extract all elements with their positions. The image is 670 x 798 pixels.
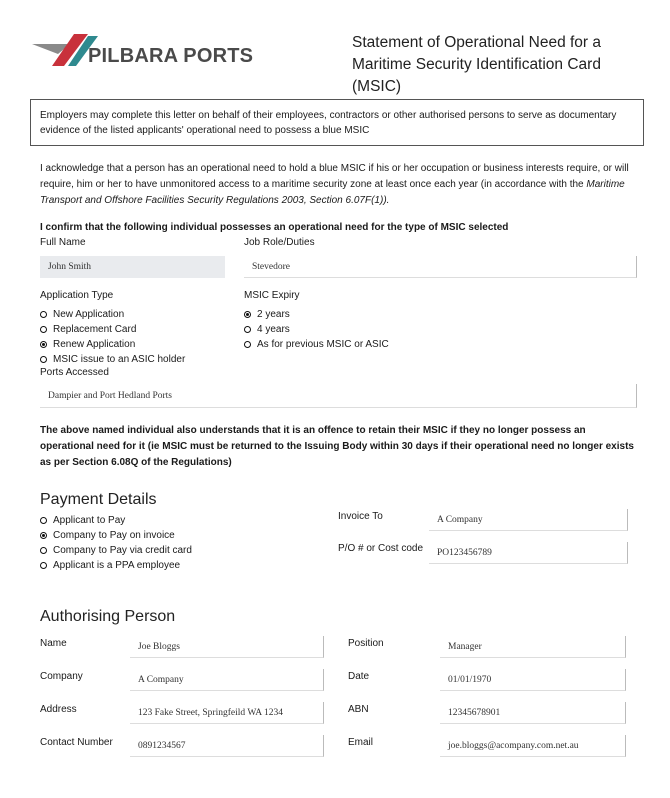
contact-number-label: Contact Number xyxy=(40,737,113,748)
title-line-2: Maritime Security Identification Card (MSIC) xyxy=(352,56,601,95)
page-title xyxy=(352,32,652,98)
radio-option-company-invoice[interactable] xyxy=(40,528,192,543)
radio-selected-icon xyxy=(40,341,47,348)
radio-option-applicant-to-pay[interactable] xyxy=(40,513,192,528)
job-role-field[interactable]: Stevedore xyxy=(244,256,637,278)
email-label: Email xyxy=(348,737,374,748)
radio-icon xyxy=(40,326,47,333)
abn-field[interactable]: 12345678901 xyxy=(440,702,626,724)
acknowledgement-paragraph xyxy=(40,161,640,209)
radio-option-asic-holder[interactable] xyxy=(40,352,185,367)
radio-label: MSIC issue to an ASIC holder xyxy=(53,354,186,365)
radio-label: Applicant is a PPA employee xyxy=(53,560,181,571)
position-field[interactable]: Manager xyxy=(440,636,626,658)
invoice-to-field[interactable]: A Company xyxy=(429,509,628,531)
radio-icon xyxy=(40,547,47,554)
po-cost-code-field[interactable]: PO123456789 xyxy=(429,542,628,564)
radio-option-ppa-employee[interactable] xyxy=(40,558,192,573)
radio-label: Company to Pay via credit card xyxy=(53,545,192,556)
radio-icon xyxy=(244,326,251,333)
job-role-label: Job Role/Duties xyxy=(244,237,315,248)
position-label: Position xyxy=(348,638,384,649)
radio-label: New Application xyxy=(53,309,125,320)
radio-label: 4 years xyxy=(257,324,290,335)
radio-option-company-credit-card[interactable] xyxy=(40,543,192,558)
email-field[interactable]: joe.bloggs@acompany.com.net.au xyxy=(440,735,626,757)
radio-icon xyxy=(40,562,47,569)
regulation-reference: Maritime Transport and Offshore Facilities Security Regulations 2003, Section 6.07F(1)). xyxy=(40,179,625,206)
msic-expiry-label: MSIC Expiry xyxy=(244,290,300,301)
acknowledgement-text: I acknowledge that a person has an operational need to hold a blue MSIC if his or her occupation or business interests require, or will require, him or her to have unmonitored access to a maritime security zone at least once each year (in accordance with the xyxy=(40,163,629,190)
radio-icon xyxy=(40,356,47,363)
ports-accessed-label: Ports Accessed xyxy=(40,367,109,378)
offence-notice: The above named individual also understands that it is an offence to retain their MSIC if they no longer possess an operational need for it (ie MSIC must be returned to the Issuing Body within 30 days if their operational need no longer exists as per Section 6.08Q of the Regulations) xyxy=(40,425,634,468)
date-label: Date xyxy=(348,671,370,682)
full-name-field[interactable]: John Smith xyxy=(40,256,225,278)
address-label: Address xyxy=(40,704,77,715)
name-label: Name xyxy=(40,638,67,649)
abn-label: ABN xyxy=(348,704,369,715)
radio-label: 2 years xyxy=(257,309,290,320)
authorising-person-heading: Authorising Person xyxy=(40,608,176,625)
po-cost-code-label: P/O # or Cost code xyxy=(338,543,424,554)
radio-option-new-application[interactable] xyxy=(40,307,185,322)
full-name-label: Full Name xyxy=(40,237,86,248)
address-field[interactable]: 123 Fake Street, Springfeild WA 1234 xyxy=(130,702,324,724)
confirm-heading: I confirm that the following individual possesses an operational need for the type of MSIC selected xyxy=(40,222,509,233)
radio-icon xyxy=(244,341,251,348)
contact-number-field[interactable]: 0891234567 xyxy=(130,735,324,757)
radio-icon xyxy=(40,311,47,318)
ports-accessed-field[interactable]: Dampier and Port Hedland Ports xyxy=(40,384,637,408)
application-type-label: Application Type xyxy=(40,290,114,301)
payment-details-heading: Payment Details xyxy=(40,491,157,508)
date-field[interactable]: 01/01/1970 xyxy=(440,669,626,691)
radio-option-2-years[interactable] xyxy=(244,307,389,322)
radio-option-4-years[interactable] xyxy=(244,322,389,337)
invoice-to-label: Invoice To xyxy=(338,511,383,522)
application-type-group xyxy=(40,307,185,367)
name-field[interactable]: Joe Bloggs xyxy=(130,636,324,658)
radio-icon xyxy=(40,517,47,524)
radio-option-as-previous[interactable] xyxy=(244,337,389,352)
radio-label: Replacement Card xyxy=(53,324,137,335)
radio-label: Renew Application xyxy=(53,339,136,350)
radio-selected-icon xyxy=(40,532,47,539)
company-label: Company xyxy=(40,671,83,682)
radio-option-renew-application[interactable] xyxy=(40,337,185,352)
radio-option-replacement-card[interactable] xyxy=(40,322,185,337)
company-field[interactable]: A Company xyxy=(130,669,324,691)
payment-options-group xyxy=(40,513,192,573)
logo-text: PILBARA PORTS xyxy=(88,45,254,67)
employer-notice: Employers may complete this letter on behalf of their employees, contractors or other authorised persons to serve as documentary evidence of the listed applicants' operational need to possess a blue MSIC xyxy=(30,99,644,146)
title-line-1: Statement of Operational Need for a xyxy=(352,34,602,51)
msic-expiry-group xyxy=(244,307,389,352)
radio-label: Company to Pay on invoice xyxy=(53,530,175,541)
radio-selected-icon xyxy=(244,311,251,318)
radio-label: Applicant to Pay xyxy=(53,515,126,526)
radio-label: As for previous MSIC or ASIC xyxy=(257,339,389,350)
